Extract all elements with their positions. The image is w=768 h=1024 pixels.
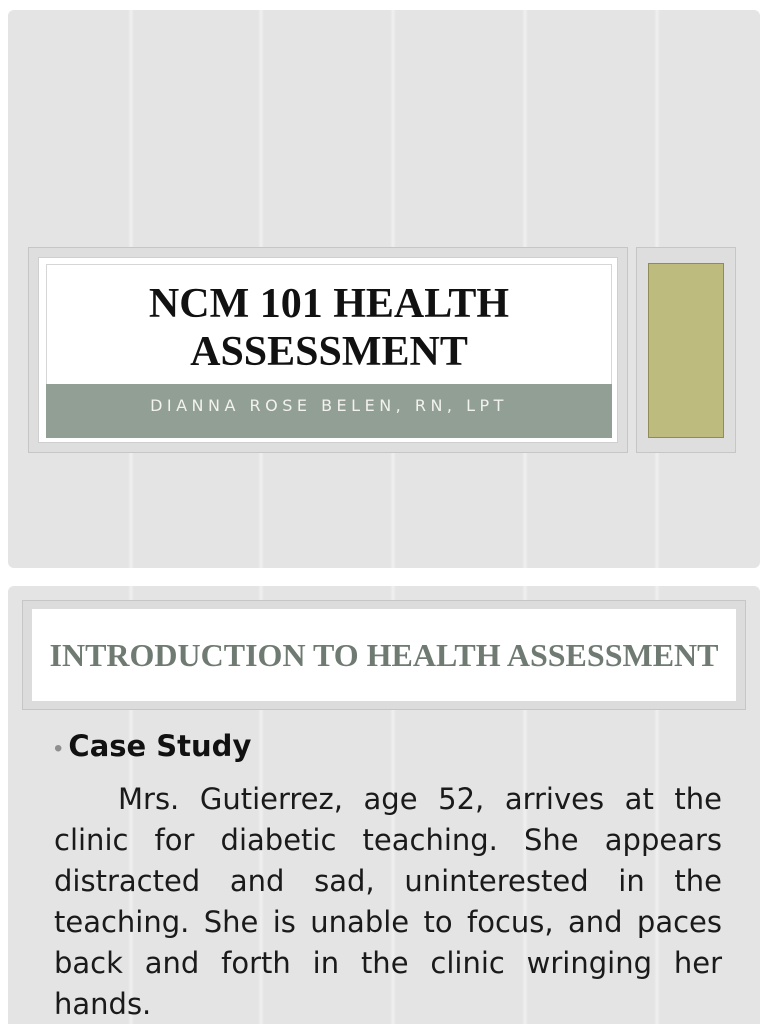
presentation-title: NCM 101 HEALTH ASSESSMENT bbox=[148, 280, 510, 375]
bullet-icon: • bbox=[54, 735, 63, 762]
title-area bbox=[46, 264, 612, 384]
heading-frame bbox=[22, 600, 746, 710]
subtitle-band bbox=[46, 384, 612, 438]
title-card bbox=[38, 257, 618, 443]
case-study-text: Mrs. Gutierrez, age 52, arrives at the clinic for diabetic teaching. She appears distracted and sad, uninterested in the teaching. She is unable to focus, and paces back and forth in the clinic wringing her hands. bbox=[54, 782, 722, 1021]
presenter-name: DIANNA ROSE BELEN, RN, LPT bbox=[150, 395, 508, 415]
heading-card bbox=[32, 609, 736, 701]
bullet-item bbox=[54, 726, 722, 769]
accent-block bbox=[648, 263, 724, 438]
accent-frame bbox=[636, 247, 736, 453]
title-frame bbox=[28, 247, 628, 453]
title-slide bbox=[8, 10, 760, 568]
content-slide bbox=[8, 586, 760, 1024]
slide-heading: INTRODUCTION TO HEALTH ASSESSMENT bbox=[49, 637, 719, 673]
slide-content bbox=[54, 726, 722, 1024]
bullet-label: Case Study bbox=[68, 729, 252, 763]
